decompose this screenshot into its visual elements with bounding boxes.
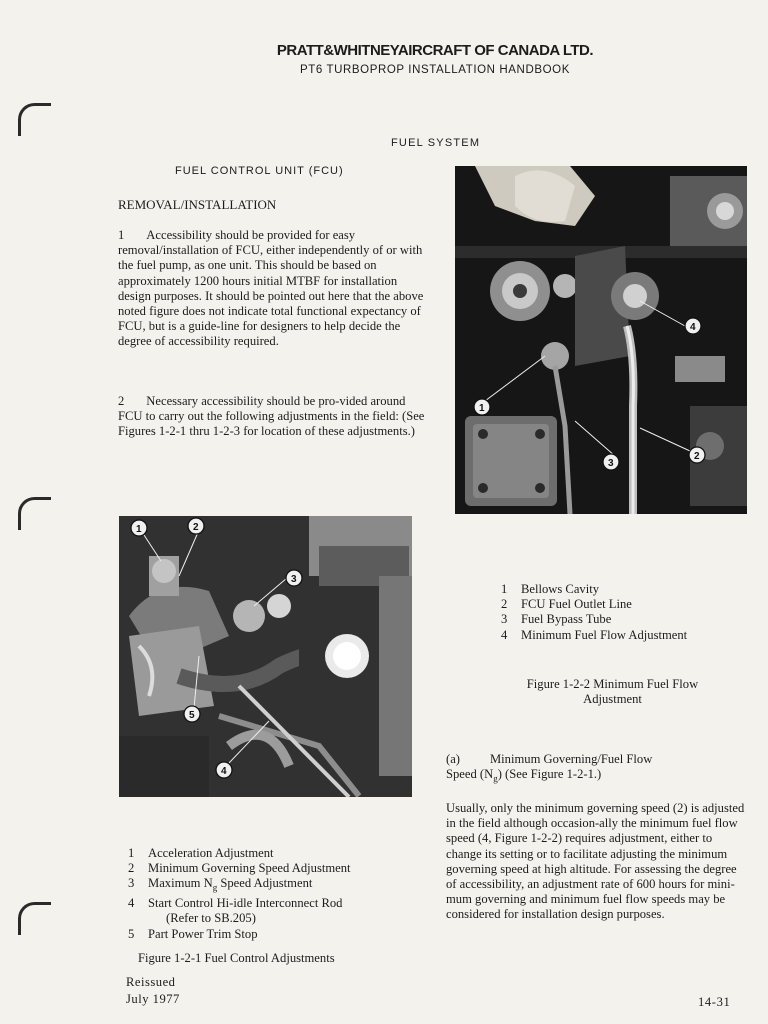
- figure-1-2-1-photo: [119, 516, 412, 797]
- figure-1-2-2-legend: [501, 582, 687, 643]
- legend-item: 2 FCU Fuel Outlet Line: [501, 597, 632, 612]
- legend-item: 1 Bellows Cavity: [501, 582, 600, 596]
- paragraph-text: Accessibility should be provided for easy removal/installation of FCU, either independently of or with the fuel pump, as one unit. This should be based on approximately 1200 hours initial MTBF for installation design purposes. It should be pointed out here that the above noted figure does not indicate total functional expectancy of FCU, but is a guide-line for designers to help decide the degree of accessibility required.: [118, 228, 424, 349]
- callout-marker: [184, 706, 200, 722]
- svg-text:2: 2: [193, 522, 199, 533]
- svg-text:4: 4: [690, 322, 696, 333]
- legend-item: 4 Start Control Hi-idle Interconnect Rod: [128, 896, 343, 911]
- binder-hole: [18, 103, 51, 136]
- company-name: PRATT&WHITNEYAIRCRAFT OF CANADA LTD.: [276, 42, 594, 59]
- figure-1-2-1-caption: Figure 1-2-1 Fuel Control Adjustments: [138, 951, 335, 965]
- svg-text:1: 1: [479, 403, 485, 414]
- legend-item: 4 Minimum Fuel Flow Adjustment: [501, 627, 688, 642]
- paragraph-1: [118, 228, 426, 350]
- subsection-title: FUEL CONTROL UNIT (FCU): [175, 165, 344, 177]
- legend-item: (Refer to SB.205): [166, 911, 256, 926]
- paragraph-number: 1: [118, 228, 125, 242]
- callout-marker: [689, 447, 705, 463]
- paragraph-2: [118, 394, 426, 440]
- figure-1-2-1-legend: [128, 846, 351, 942]
- callout-marker: [685, 318, 701, 334]
- reissue-note: [126, 974, 180, 1008]
- removal-heading: REMOVAL/INSTALLATION: [118, 197, 277, 212]
- svg-text:3: 3: [291, 574, 297, 585]
- svg-text:2: 2: [694, 451, 700, 462]
- page-number: 14-31: [698, 995, 731, 1009]
- callout-marker: [131, 520, 147, 536]
- callout-marker: [603, 454, 619, 470]
- callout-marker: [216, 762, 232, 778]
- binder-hole: [18, 902, 51, 935]
- svg-text:5: 5: [189, 710, 195, 721]
- paragraph-b: Usually, only the minimum governing speed (2) is adjusted in the field although occasion-ally the minimum fuel flow speed (4, Figure 1-2-2) requires adjustment, either to change its setting or to facilitate adjusting the minimum governing speed at high altitude. For assessing the degree of accessibility, an adjustment rate of 600 hours for mini-mum governing and minimum fuel flow speeds may be considered for installation design purposes.: [446, 801, 745, 922]
- paragraph-number: 2: [118, 394, 125, 408]
- legend-item: 3 Fuel Bypass Tube: [501, 612, 612, 627]
- legend-item: 1 Acceleration Adjustment: [128, 846, 274, 860]
- binder-hole: [18, 497, 51, 530]
- legend-item: 3 Maximum $N_g$ Speed Adjustment: [128, 876, 313, 893]
- callout-marker: [188, 518, 204, 534]
- callout-marker: [286, 570, 302, 586]
- reissue-date: July 1977: [126, 992, 180, 1006]
- handbook-title: PT6 TURBOPROP INSTALLATION HANDBOOK: [299, 64, 570, 76]
- paragraph-text: Necessary accessibility should be pro-vided around FCU to carry out the following adjustments in the field: (See Figures 1-2-1 thru 1-2-3 for location of these adjustments.): [118, 394, 425, 439]
- svg-text:4: 4: [221, 766, 227, 777]
- legend-item: 2 Minimum Governing Speed Adjustment: [128, 861, 351, 876]
- section-title: FUEL SYSTEM: [391, 137, 481, 149]
- figure-1-2-2-caption: Figure 1-2-2 Minimum Fuel Flow Adjustment: [526, 677, 699, 707]
- svg-text:1: 1: [136, 524, 142, 535]
- figure-1-2-2-photo: [455, 166, 747, 514]
- callout-marker: [474, 399, 490, 415]
- svg-text:3: 3: [608, 458, 614, 469]
- reissued-label: Reissued: [126, 975, 176, 989]
- legend-item: 5 Part Power Trim Stop: [128, 926, 258, 941]
- paragraph-a: (a) Minimum Governing/Fuel Flow Speed $(N_g)$ (See Figure 1-2-1.): [446, 752, 653, 784]
